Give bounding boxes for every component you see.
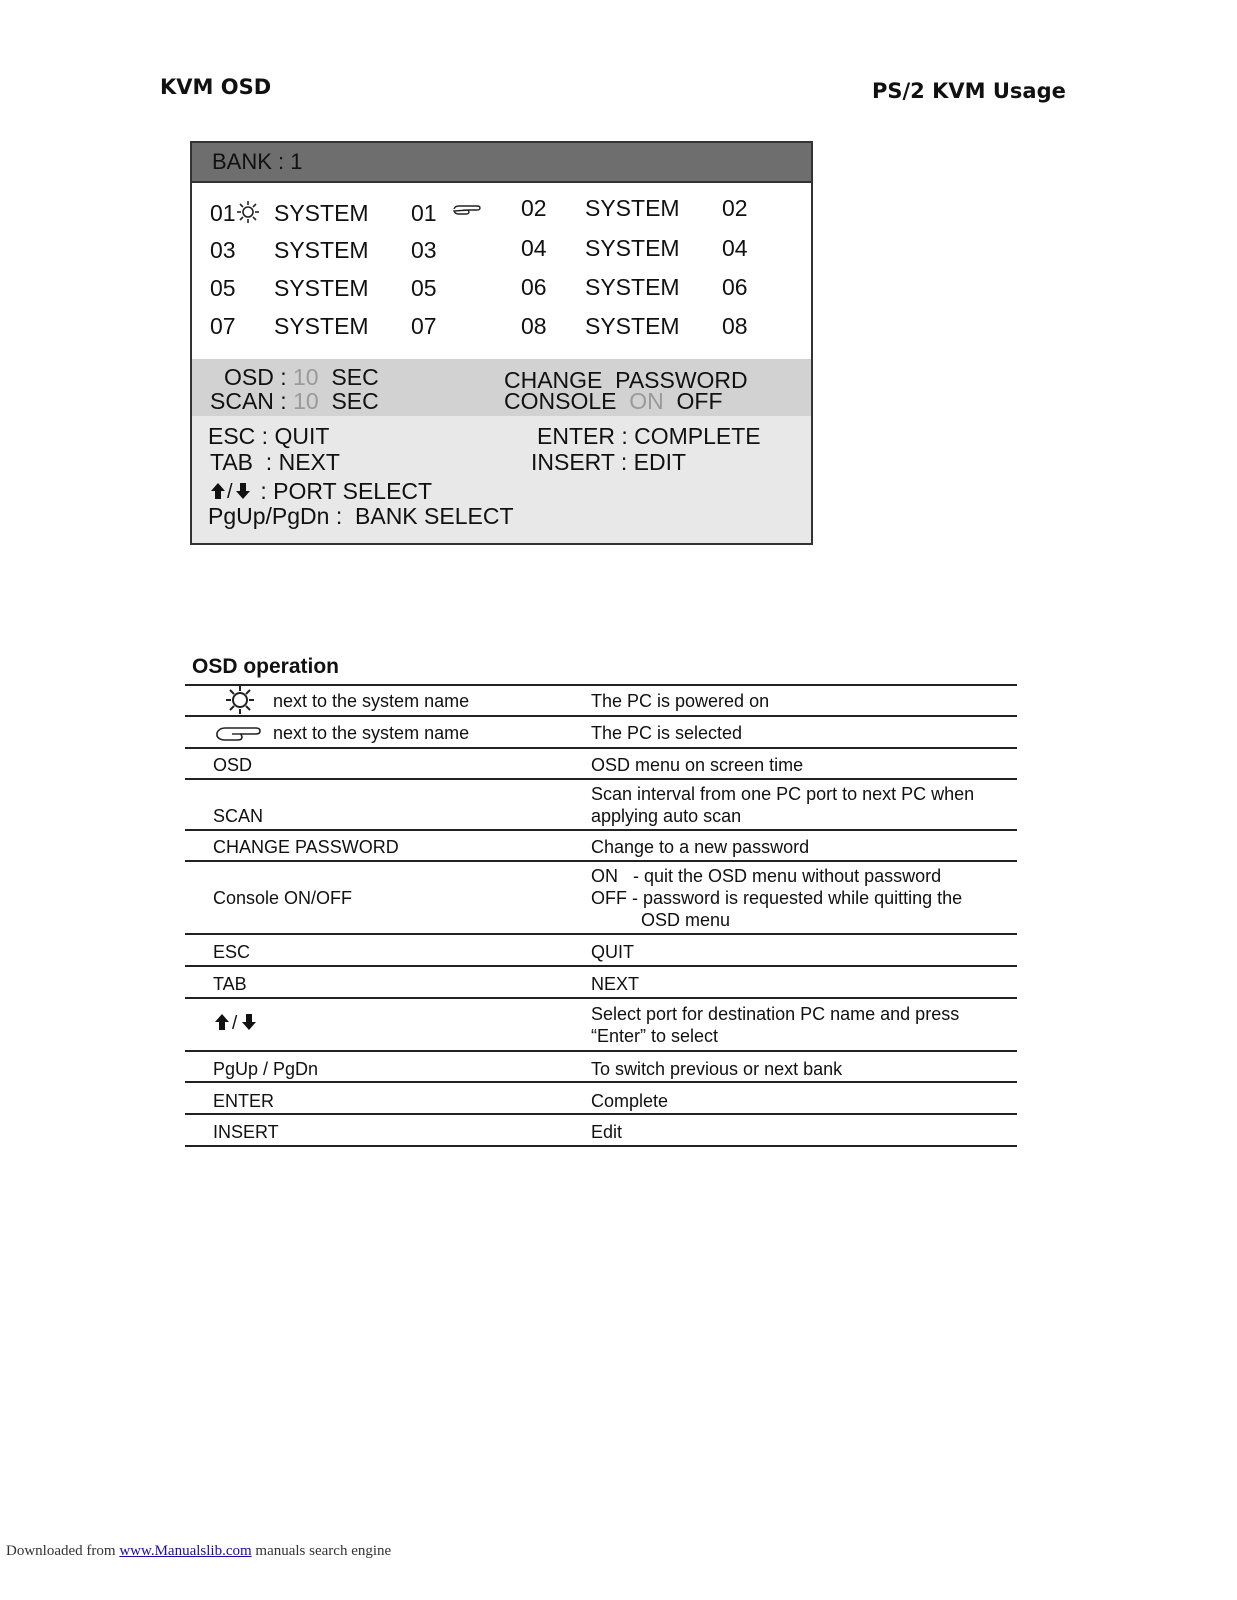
- svg-text:/: /: [232, 1013, 238, 1031]
- table-rule: [185, 715, 1017, 717]
- system-num: 08: [521, 313, 547, 339]
- svg-text:/: /: [227, 482, 233, 500]
- system-num: 01: [210, 200, 236, 226]
- system-name[interactable]: SYSTEM: [274, 237, 369, 263]
- system-name[interactable]: SYSTEM: [585, 274, 680, 300]
- system-port: 06: [722, 274, 748, 300]
- system-port: 07: [411, 313, 437, 339]
- table-row-desc: NEXT: [591, 974, 640, 994]
- system-port: 08: [722, 313, 748, 339]
- osd-bank-bar: [192, 143, 811, 183]
- key-tab: TAB : NEXT: [210, 449, 340, 475]
- table-title: OSD operation: [192, 655, 340, 678]
- scan-time-unit: SEC: [331, 388, 379, 414]
- osd-time-unit: SEC: [331, 364, 379, 390]
- system-name[interactable]: SYSTEM: [274, 275, 369, 301]
- table-row-item: ESC: [213, 942, 251, 962]
- table-rule: [185, 997, 1017, 999]
- osd-screen: [190, 141, 813, 545]
- table-row-desc: ON - quit the OSD menu without password: [591, 866, 942, 886]
- table-row-desc: To switch previous or next bank: [591, 1059, 843, 1079]
- footer: [6, 1543, 391, 1560]
- table-row-item: next to the system name: [273, 691, 470, 711]
- table-row-desc: OFF - password is requested while quitting the: [591, 888, 963, 908]
- change-password-option[interactable]: CHANGE PASSWORD: [504, 367, 748, 393]
- table-row-desc: Change to a new password: [591, 837, 810, 857]
- table-row-item: ENTER: [213, 1091, 275, 1111]
- table-rule: [185, 860, 1017, 862]
- table-rule: [185, 1050, 1017, 1052]
- footer-link[interactable]: www.Manualslib.com: [119, 1543, 252, 1559]
- console-setting[interactable]: [504, 388, 723, 415]
- table-row-desc: “Enter” to select: [591, 1026, 719, 1046]
- system-port: 02: [722, 195, 748, 221]
- system-num: 07: [210, 313, 236, 339]
- system-name[interactable]: SYSTEM: [585, 235, 680, 261]
- table-row-item: CHANGE PASSWORD: [213, 837, 399, 857]
- table-rule: [185, 1145, 1017, 1147]
- scan-time-label: SCAN :: [210, 388, 287, 414]
- up-down-arrow-icon: [210, 478, 254, 504]
- table-row-desc: OSD menu: [641, 910, 731, 930]
- table-row-desc: Scan interval from one PC port to next PC when: [591, 784, 975, 804]
- console-off-option[interactable]: OFF: [676, 388, 723, 414]
- system-name[interactable]: SYSTEM: [585, 195, 680, 221]
- up-down-arrow-icon: [214, 1013, 260, 1036]
- osd-time-value: 10: [293, 364, 319, 390]
- scan-time-setting[interactable]: [210, 388, 379, 415]
- table-row-item: next to the system name: [273, 723, 470, 743]
- table-rule: [185, 778, 1017, 780]
- system-num: 02: [521, 195, 547, 221]
- footer-suffix: manuals search engine: [251, 1543, 392, 1559]
- system-port: 05: [411, 275, 437, 301]
- system-port: 01: [411, 200, 437, 226]
- table-row-desc: Edit: [591, 1122, 623, 1142]
- header-title-right: PS/2 KVM Usage: [872, 79, 1066, 103]
- table-row-item: Console ON/OFF: [213, 888, 353, 908]
- table-rule: [185, 1081, 1017, 1083]
- key-bank-select: PgUp/PgDn : BANK SELECT: [208, 503, 514, 529]
- key-insert: INSERT : EDIT: [531, 449, 687, 475]
- table-row-desc: Complete: [591, 1091, 669, 1111]
- table-row-item: TAB: [213, 974, 247, 994]
- system-name[interactable]: SYSTEM: [585, 313, 680, 339]
- console-label: CONSOLE: [504, 388, 617, 414]
- system-port: 03: [411, 237, 437, 263]
- system-port: 04: [722, 235, 748, 261]
- system-name[interactable]: SYSTEM: [274, 200, 369, 226]
- key-enter: ENTER : COMPLETE: [537, 423, 761, 449]
- table-rule: [185, 829, 1017, 831]
- table-rule: [185, 933, 1017, 935]
- system-num: 04: [521, 235, 547, 261]
- footer-prefix: Downloaded from: [6, 1543, 120, 1559]
- table-row-item: PgUp / PgDn: [213, 1059, 319, 1079]
- header-title-left: KVM OSD: [160, 75, 272, 99]
- table-row-item: INSERT: [213, 1122, 279, 1142]
- system-name[interactable]: SYSTEM: [274, 313, 369, 339]
- table-row-desc: applying auto scan: [591, 806, 742, 826]
- table-row-desc: The PC is selected: [591, 723, 743, 743]
- table-rule: [185, 1113, 1017, 1115]
- table-row-item: SCAN: [213, 806, 264, 826]
- system-num: 05: [210, 275, 236, 301]
- system-num: 03: [210, 237, 236, 263]
- table-row-desc: The PC is powered on: [591, 691, 770, 711]
- osd-time-setting[interactable]: [224, 364, 379, 391]
- key-port-select-label: : PORT SELECT: [260, 478, 433, 504]
- table-row-item: OSD: [213, 755, 253, 775]
- key-port-select: [210, 478, 432, 505]
- osd-settings-band: [192, 359, 811, 416]
- osd-system-list: [192, 183, 811, 359]
- sun-icon: [237, 201, 259, 228]
- table-rule: [185, 684, 1017, 686]
- table-row-desc: QUIT: [591, 942, 634, 962]
- osd-bank-label: BANK : 1: [212, 149, 303, 174]
- sun-icon: [225, 686, 255, 719]
- table-rule: [185, 747, 1017, 749]
- pointing-hand-icon: [453, 203, 481, 222]
- pointing-hand-icon: [216, 725, 262, 748]
- table-row-desc: OSD menu on screen time: [591, 755, 804, 775]
- system-num: 06: [521, 274, 547, 300]
- scan-time-value: 10: [293, 388, 319, 414]
- osd-time-label: OSD :: [224, 364, 287, 390]
- console-on-option[interactable]: ON: [629, 388, 664, 414]
- key-esc: ESC : QUIT: [208, 423, 330, 449]
- table-rule: [185, 965, 1017, 967]
- table-row-desc: Select port for destination PC name and press: [591, 1004, 960, 1024]
